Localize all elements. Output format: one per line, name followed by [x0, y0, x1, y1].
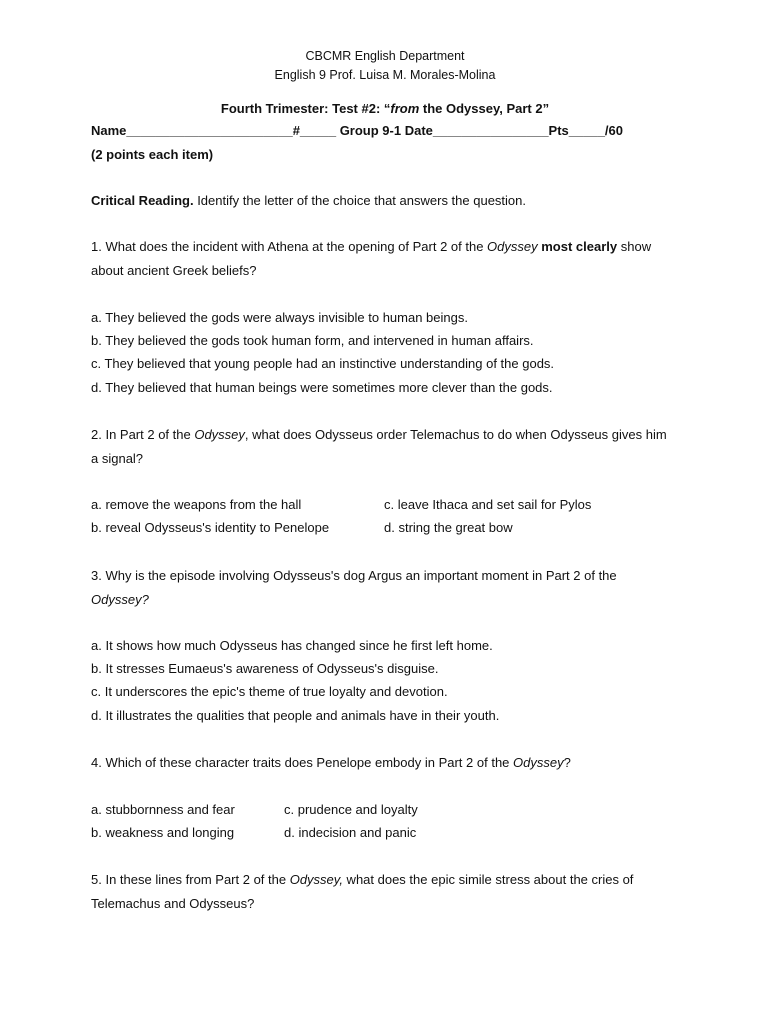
title-from: from [390, 101, 420, 116]
q4-text-c: ? [563, 755, 571, 770]
instructions-label: Critical Reading. [91, 193, 194, 208]
q2-choice-b: b. reveal Odysseus's identity to Penelope [91, 520, 330, 535]
title-part-2: the Odyssey, Part 2” [419, 101, 550, 116]
q5-text-a: 5. In these lines from Part 2 of the [91, 872, 290, 887]
q5-odyssey: Odyssey, [289, 872, 343, 887]
question-1-line-2: about ancient Greek beliefs? [91, 263, 257, 278]
title-part-1: Fourth Trimester: Test #2: “ [220, 101, 391, 116]
q1-choice-a: a. They believed the gods were always invisible to human beings. [91, 310, 468, 325]
q2-text-c: , what does Odysseus order Telemachus to do when Odysseus gives him [244, 427, 667, 442]
q4-choice-b: b. weakness and longing [91, 825, 235, 840]
question-2-line-2: a signal? [91, 451, 144, 466]
q4-choice-a: a. stubbornness and fear [91, 802, 235, 817]
q1-choice-b: b. They believed the gods took human form, and intervened in human affairs. [91, 333, 534, 348]
q2-odyssey: Odyssey [194, 427, 245, 442]
course-heading: English 9 Prof. Luisa M. Morales-Molina [274, 68, 496, 82]
instructions-text: Identify the letter of the choice that answers the question. [193, 193, 526, 208]
question-4 [91, 755, 571, 771]
q2-text-a: 2. In Part 2 of the [91, 427, 195, 442]
q1-text-a: 1. What does the incident with Athena at the opening of Part 2 of the [91, 239, 488, 254]
instructions [91, 193, 526, 209]
question-5-line-2: Telemachus and Odysseus? [91, 896, 255, 911]
q1-choice-d: d. They believed that human beings were sometimes more clever than the gods. [91, 380, 553, 395]
name-line: Name_______________________#_____ Group 9-1 Date________________Pts_____/60 [91, 123, 624, 138]
q3-choice-c: c. It underscores the epic's theme of true loyalty and devotion. [91, 684, 448, 699]
q5-text-c: what does the epic simile stress about the cries of [342, 872, 634, 887]
q1-choice-c: c. They believed that young people had an instinctive understanding of the gods. [91, 356, 555, 371]
q4-text-a: 4. Which of these character traits does Penelope embody in Part 2 of the [91, 755, 514, 770]
q4-choice-d: d. indecision and panic [284, 825, 417, 840]
q4-odyssey: Odyssey [513, 755, 564, 770]
q2-choice-a: a. remove the weapons from the hall [91, 497, 302, 512]
question-2 [91, 427, 667, 443]
question-3: 3. Why is the episode involving Odysseus's dog Argus an important moment in Part 2 of the [91, 568, 617, 583]
q4-choice-c: c. prudence and loyalty [284, 802, 418, 817]
question-3-line-2: Odyssey? [91, 592, 149, 607]
question-5 [91, 872, 633, 888]
points-note: (2 points each item) [91, 147, 214, 162]
q1-text-d: show [617, 239, 652, 254]
q2-choice-d: d. string the great bow [384, 520, 513, 535]
q2-choice-c: c. leave Ithaca and set sail for Pylos [384, 497, 592, 512]
question-1 [91, 239, 651, 255]
department-heading: CBCMR English Department [305, 49, 465, 63]
q1-emphasis: most clearly [541, 239, 618, 254]
q3-choice-a: a. It shows how much Odysseus has changed since he first left home. [91, 638, 493, 653]
test-title [0, 101, 770, 117]
q3-choice-d: d. It illustrates the qualities that people and animals have in their youth. [91, 708, 500, 723]
q1-odyssey: Odyssey [487, 239, 538, 254]
q3-choice-b: b. It stresses Eumaeus's awareness of Odysseus's disguise. [91, 661, 439, 676]
